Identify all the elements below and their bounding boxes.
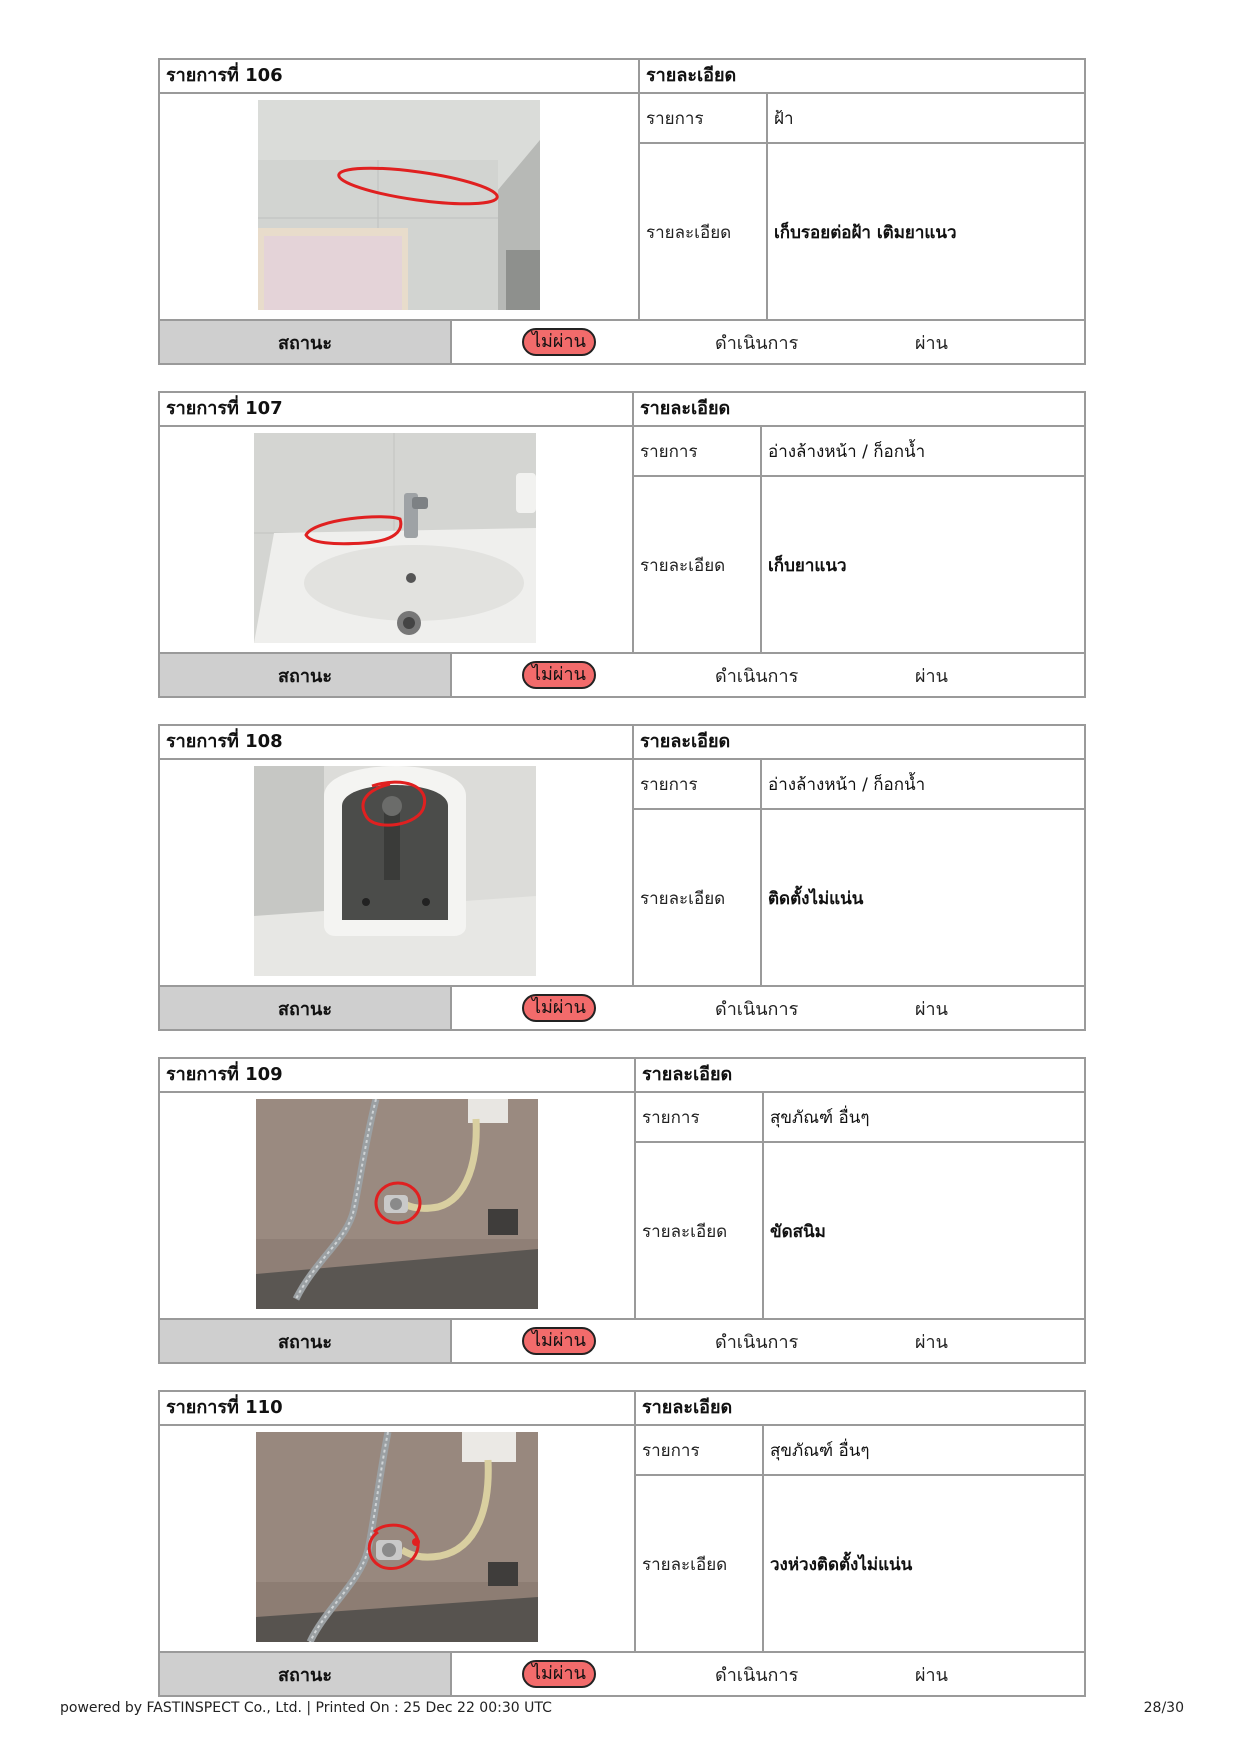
status-fail-option[interactable]: [522, 1653, 596, 1695]
status-pass-option[interactable]: ผ่าน: [915, 665, 948, 687]
item-label: รายการ: [636, 1426, 764, 1474]
item-label: รายการ: [634, 760, 762, 808]
status-row: [160, 985, 1084, 1029]
detail-value: เก็บยาแนว: [768, 555, 847, 576]
detail-label: รายละเอียด: [636, 1476, 764, 1652]
item-title: รายการที่ 109: [160, 1059, 634, 1093]
detail-value: ติดตั้งไม่แน่น: [768, 888, 864, 909]
inspection-card-110: [158, 1390, 1086, 1697]
status-in-progress-option[interactable]: ดำเนินการ: [715, 998, 799, 1020]
detail-value: ขัดสนิม: [770, 1221, 826, 1242]
detail-header: รายละเอียด: [632, 393, 1084, 427]
status-fail-option[interactable]: [522, 1320, 596, 1362]
status-fail-text: ไม่ผ่าน: [522, 994, 596, 1022]
detail-rows: [632, 427, 1084, 653]
item-row: [636, 1426, 1084, 1476]
detail-header: รายละเอียด: [634, 1059, 1084, 1093]
detail-header: รายละเอียด: [638, 60, 1084, 94]
detail-row: [636, 1476, 1084, 1652]
item-title: รายการที่ 110: [160, 1392, 634, 1426]
status-in-progress-option[interactable]: ดำเนินการ: [715, 332, 799, 354]
sink-underside-photo[interactable]: [254, 766, 536, 976]
status-pass-option[interactable]: ผ่าน: [915, 1664, 948, 1686]
status-row: [160, 652, 1084, 696]
inspection-card-107: [158, 391, 1086, 698]
item-row: [634, 760, 1084, 810]
page-number: 28/30: [1143, 1700, 1184, 1716]
status-label: สถานะ: [160, 654, 452, 696]
detail-rows: [632, 760, 1084, 986]
detail-label: รายละเอียด: [634, 477, 762, 653]
status-label: สถานะ: [160, 321, 452, 363]
detail-label: รายละเอียด: [634, 810, 762, 986]
status-pass-option[interactable]: ผ่าน: [915, 998, 948, 1020]
photo-cell: [160, 427, 632, 653]
photo-cell: [160, 1426, 634, 1652]
item-value: สุขภัณฑ์ อื่นๆ: [770, 1440, 870, 1461]
item-value: สุขภัณฑ์ อื่นๆ: [770, 1107, 870, 1128]
detail-row: [636, 1143, 1084, 1319]
status-label: สถานะ: [160, 1653, 452, 1695]
item-title: รายการที่ 106: [160, 60, 638, 94]
footer-credit: powered by FASTINSPECT Co., Ltd. | Printed On : 25 Dec 22 00:30 UTC: [60, 1700, 552, 1716]
item-label: รายการ: [636, 1093, 764, 1141]
item-title: รายการที่ 107: [160, 393, 632, 427]
detail-rows: [634, 1426, 1084, 1652]
item-row: [636, 1093, 1084, 1143]
inspection-card-109: [158, 1057, 1086, 1364]
ceiling-joint-photo[interactable]: [258, 100, 540, 310]
item-value: ฝ้า: [774, 108, 794, 129]
status-pass-option[interactable]: ผ่าน: [915, 1331, 948, 1353]
detail-rows: [638, 94, 1084, 320]
photo-cell: [160, 94, 638, 320]
item-row: [640, 94, 1084, 144]
status-fail-text: ไม่ผ่าน: [522, 1660, 596, 1688]
status-in-progress-option[interactable]: ดำเนินการ: [715, 665, 799, 687]
detail-row: [634, 477, 1084, 653]
photo-cell: [160, 1093, 634, 1319]
status-fail-option[interactable]: [522, 987, 596, 1029]
item-label: รายการ: [640, 94, 768, 142]
detail-label: รายละเอียด: [636, 1143, 764, 1319]
detail-row: [634, 810, 1084, 986]
item-value: อ่างล้างหน้า / ก็อกน้ำ: [768, 774, 926, 795]
status-fail-text: ไม่ผ่าน: [522, 328, 596, 356]
item-title: รายการที่ 108: [160, 726, 632, 760]
valve-pipe-photo[interactable]: [256, 1432, 538, 1642]
status-in-progress-option[interactable]: ดำเนินการ: [715, 1331, 799, 1353]
detail-row: [640, 144, 1084, 320]
detail-header: รายละเอียด: [632, 726, 1084, 760]
detail-value: วงห่วงติดตั้งไม่แน่น: [770, 1554, 913, 1575]
detail-value: เก็บรอยต่อฝ้า เติมยาแนว: [774, 222, 957, 243]
item-row: [634, 427, 1084, 477]
photo-cell: [160, 760, 632, 986]
detail-rows: [634, 1093, 1084, 1319]
status-pass-option[interactable]: ผ่าน: [915, 332, 948, 354]
status-in-progress-option[interactable]: ดำเนินการ: [715, 1664, 799, 1686]
inspection-card-108: [158, 724, 1086, 1031]
detail-label: รายละเอียด: [640, 144, 768, 320]
status-row: [160, 1651, 1084, 1695]
status-fail-text: ไม่ผ่าน: [522, 1327, 596, 1355]
detail-header: รายละเอียด: [634, 1392, 1084, 1426]
status-label: สถานะ: [160, 1320, 452, 1362]
status-label: สถานะ: [160, 987, 452, 1029]
status-fail-option[interactable]: [522, 321, 596, 363]
sink-faucet-photo[interactable]: [254, 433, 536, 643]
item-value: อ่างล้างหน้า / ก็อกน้ำ: [768, 441, 926, 462]
status-fail-option[interactable]: [522, 654, 596, 696]
status-fail-text: ไม่ผ่าน: [522, 661, 596, 689]
valve-pipe-photo[interactable]: [256, 1099, 538, 1309]
item-label: รายการ: [634, 427, 762, 475]
inspection-card-106: [158, 58, 1086, 365]
status-row: [160, 1318, 1084, 1362]
status-row: [160, 319, 1084, 363]
